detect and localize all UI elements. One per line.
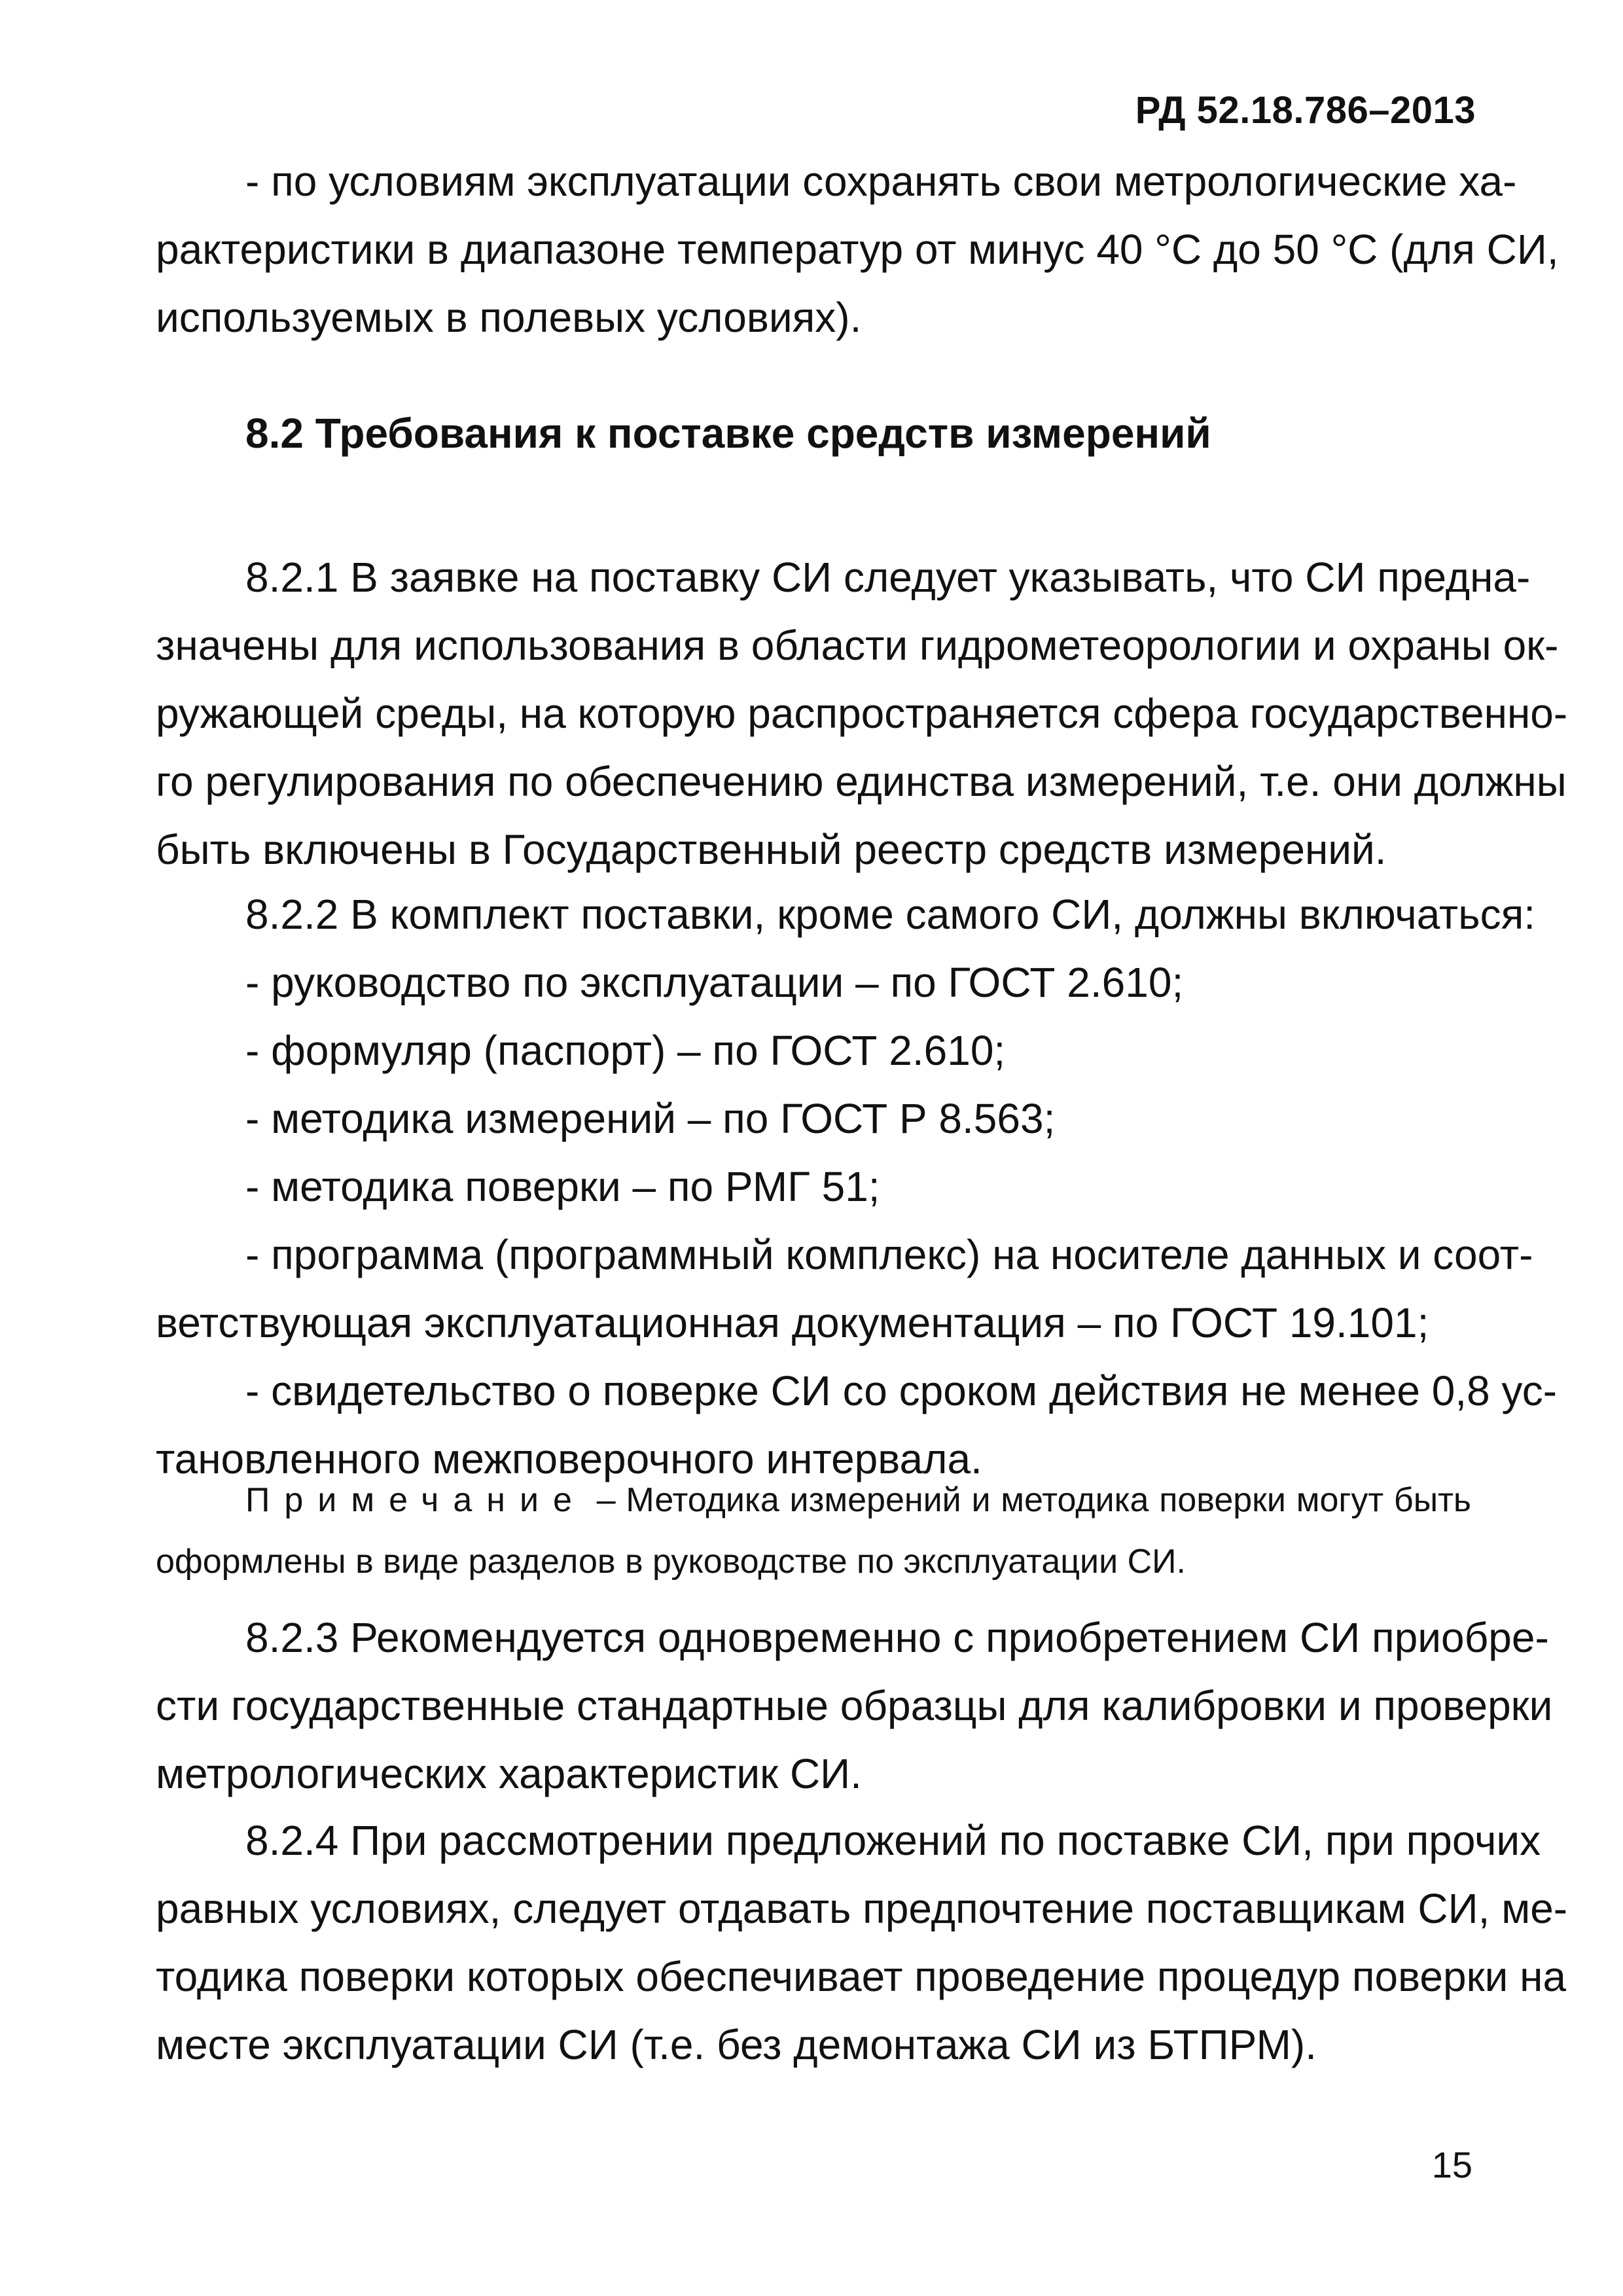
list-item: - методика поверки – по РМГ 51; <box>245 1163 880 1210</box>
list-item-continuation: ветствующая эксплуатационная документация – по ГОСТ 19.101; <box>156 1299 1429 1346</box>
paragraph-8-2-2 <box>156 880 1558 1493</box>
paragraph-8-2-4 <box>156 1806 1568 2079</box>
text-line: значены для использования в области гидрометеорологии и охраны ок- <box>156 622 1559 669</box>
text-line: используемых в полевых условиях). <box>156 294 862 341</box>
text-line: 8.2.1 В заявке на поставку СИ следует указывать, что СИ предна- <box>245 554 1531 601</box>
text-line: метрологических характеристик СИ. <box>156 1750 862 1797</box>
note-line <box>156 1469 1471 1531</box>
list-item: - программа (программный комплекс) на носителе данных и соот- <box>245 1231 1533 1278</box>
text-line: месте эксплуатации СИ (т.е. без демонтажа СИ из БТПРМ). <box>156 2021 1317 2068</box>
page-number: 15 <box>1431 2144 1472 2185</box>
paragraph-8-2-1 <box>156 543 1568 884</box>
text-line: 8.2.3 Рекомендуется одновременно с приобретением СИ приобре- <box>245 1614 1549 1661</box>
list-item: - формуляр (паспорт) – по ГОСТ 2.610; <box>245 1027 1006 1074</box>
note-text: – Методика измерений и методика поверки могут быть <box>596 1481 1471 1519</box>
list-item: - методика измерений – по ГОСТ Р 8.563; <box>245 1095 1056 1142</box>
text-line: го регулирования по обеспечению единства измерений, т.е. они должны <box>156 758 1567 805</box>
text-line: рактеристики в диапазоне температур от минус 40 °С до 50 °С (для СИ, <box>156 226 1559 273</box>
note-line: оформлены в виде разделов в руководстве по эксплуатации СИ. <box>156 1543 1186 1581</box>
paragraph-8-2-3 <box>156 1604 1553 1808</box>
section-heading: 8.2 Требования к поставке средств измерений <box>245 410 1211 457</box>
list-item: - руководство по эксплуатации – по ГОСТ 2.610; <box>245 959 1184 1006</box>
list-item-continuation: тановленного межповерочного интервала. <box>156 1435 982 1482</box>
text-line: - по условиям эксплуатации сохранять свои метрологические ха- <box>245 158 1517 205</box>
document-code: РД 52.18.786–2013 <box>1135 89 1476 132</box>
text-line: сти государственные стандартные образцы для калибровки и проверки <box>156 1682 1553 1729</box>
text-line: 8.2.2 В комплект поставки, кроме самого СИ, должны включаться: <box>245 891 1535 938</box>
text-line: быть включены в Государственный реестр средств измерений. <box>156 826 1387 873</box>
text-line: равных условиях, следует отдавать предпочтение поставщикам СИ, ме- <box>156 1885 1568 1932</box>
text-line: 8.2.4 При рассмотрении предложений по поставке СИ, при прочих <box>245 1817 1541 1864</box>
note-block <box>156 1469 1471 1592</box>
note-label: Примечание <box>245 1481 586 1519</box>
text-line: ружающей среды, на которую распространяется сфера государственно- <box>156 690 1568 737</box>
text-line: тодика поверки которых обеспечивает проведение процедур поверки на <box>156 1953 1567 2000</box>
list-item: - свидетельство о поверке СИ со сроком действия не менее 0,8 ус- <box>245 1367 1558 1414</box>
intro-paragraph <box>156 147 1559 351</box>
